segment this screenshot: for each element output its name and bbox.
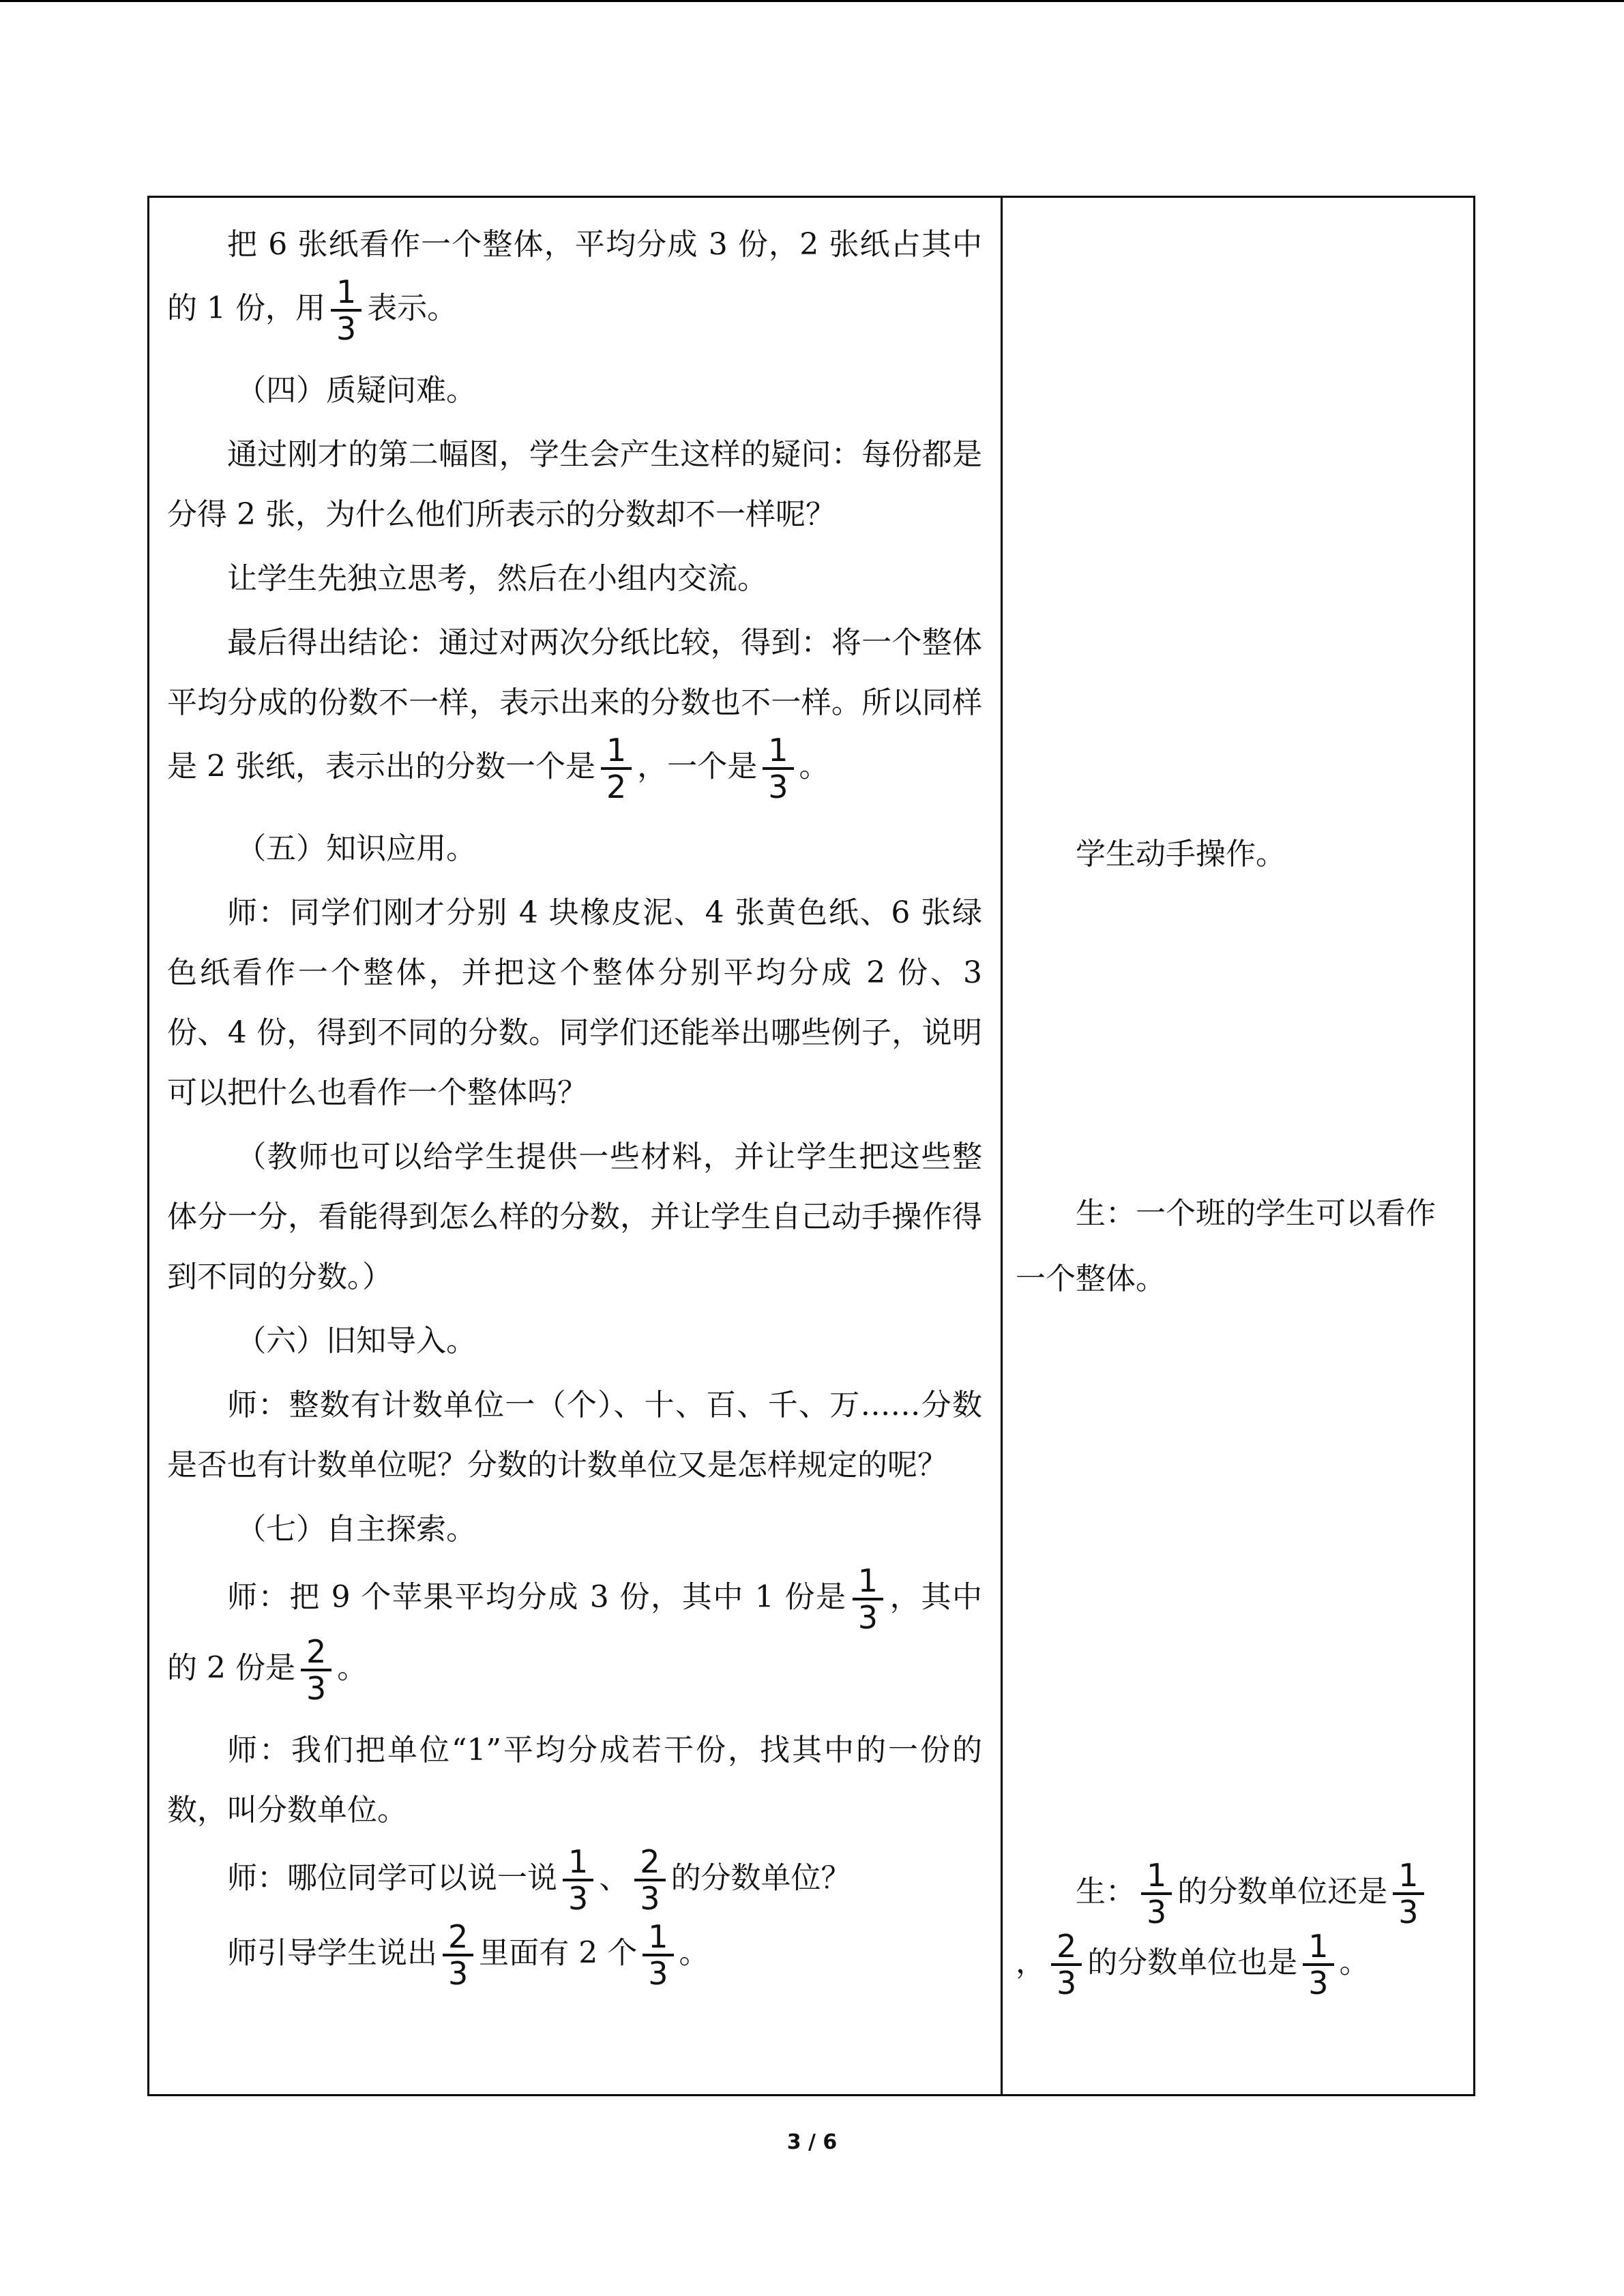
fraction-two-thirds: $\frac{2}{3}$ bbox=[1051, 1929, 1082, 2000]
paragraph-counting-units: 师：整数有计数单位一（个）、十、百、千、万……分数是否也有计数单位呢？分数的计数单位又是怎样规定的呢？ bbox=[167, 1388, 982, 1482]
teacher-activity-column bbox=[167, 215, 982, 1995]
paragraph-guide: 师引导学生说出 $\frac{2}{3}$ 里面有 2 个 $\frac{1}{3}$ 。 bbox=[227, 1918, 709, 1992]
student-fraction-unit-answer: 生： $\frac{1}{3}$ 的分数单位还是 $\frac{1}{3}$ ， $\frac{2}{3}$ 的分数单位也是 $\frac{1}{3}$ 。 bbox=[1016, 1858, 1459, 2000]
paragraph-think: 让学生先独立思考，然后在小组内交流。 bbox=[227, 561, 767, 596]
student-class-example: 生：一个班的学生可以看作一个整体。 bbox=[1016, 1196, 1436, 1296]
fraction-two-thirds: $\frac{2}{3}$ bbox=[634, 1845, 665, 1915]
fraction-one-third: $\frac{1}{3}$ bbox=[331, 275, 361, 346]
lesson-table bbox=[147, 196, 1475, 2096]
fraction-one-third: $\frac{1}{3}$ bbox=[763, 733, 793, 804]
fraction-one-third: $\frac{1}{3}$ bbox=[643, 1920, 673, 1991]
fraction-one-third: $\frac{1}{3}$ bbox=[1393, 1858, 1423, 1929]
paragraph-doubt: 通过刚才的第二幅图，学生会产生这样的疑问：每份都是分得 2 张，为什么他们所表示的分数却不一样呢？ bbox=[167, 437, 982, 532]
paragraph-apples: 师：把 9 个苹果平均分成 3 份，其中 1 份是 $\frac{1}{3}$ ，其中的 2 份是 $\frac{2}{3}$ 。 bbox=[167, 1562, 983, 1707]
student-hands-on: 学生动手操作。 bbox=[1076, 837, 1286, 871]
heading-exploration: （七）自主探索。 bbox=[236, 1512, 477, 1547]
heading-questioning: （四）质疑问难。 bbox=[236, 373, 477, 408]
fraction-two-thirds: $\frac{2}{3}$ bbox=[301, 1635, 331, 1705]
paragraph-fraction-unit-definition: 师：我们把单位“1”平均分成若干份，找其中的一份的数，叫分数单位。 bbox=[167, 1733, 982, 1828]
fraction-one-third: $\frac{1}{3}$ bbox=[1141, 1858, 1172, 1929]
fraction-one-half: $\frac{1}{2}$ bbox=[601, 733, 632, 804]
paragraph-six-papers: 把 6 张纸看作一个整体，平均分成 3 份，2 张纸占其中的 1 份，用 $\frac{1}{3}$ 表示。 bbox=[167, 227, 982, 347]
heading-review: （六）旧知导入。 bbox=[236, 1324, 477, 1358]
fraction-two-thirds: $\frac{2}{3}$ bbox=[443, 1920, 473, 1991]
paragraph-ask-units: 师：哪位同学可以说一说 $\frac{1}{3}$ 、 $\frac{2}{3}$ 的分数单位？ bbox=[227, 1843, 851, 1917]
fraction-one-third: $\frac{1}{3}$ bbox=[1303, 1929, 1333, 2000]
paragraph-conclusion: 最后得出结论：通过对两次分纸比较，得到：将一个整体平均分成的份数不一样，表示出来的分数也不一样。所以同样是 2 张纸，表示出的分数一个是 $\frac{1}{2}$ ，一个是 $\frac{1}{3}$ 。 bbox=[167, 625, 982, 805]
top-rule bbox=[0, 0, 1624, 2]
column-divider bbox=[1001, 198, 1003, 2094]
heading-application: （五）知识应用。 bbox=[236, 831, 477, 866]
page-number: 3 / 6 bbox=[786, 2130, 838, 2154]
fraction-one-third: $\frac{1}{3}$ bbox=[853, 1564, 883, 1635]
paragraph-materials-note: （教师也可以给学生提供一些材料，并让学生把这些整体分一分，看能得到怎么样的分数，并让学生自己动手操作得到不同的分数。） bbox=[167, 1139, 982, 1294]
student-activity-column bbox=[1016, 198, 1459, 2094]
paragraph-teacher-examples: 师：同学们刚才分别 4 块橡皮泥、4 张黄色纸、6 张绿色纸看作一个整体，并把这个整体分别平均分成 2 份、3 份、4 份，得到不同的分数。同学们还能举出哪些例子，说明可以把什么也看作一个整体吗？ bbox=[167, 895, 982, 1110]
fraction-one-third: $\frac{1}{3}$ bbox=[563, 1845, 593, 1915]
